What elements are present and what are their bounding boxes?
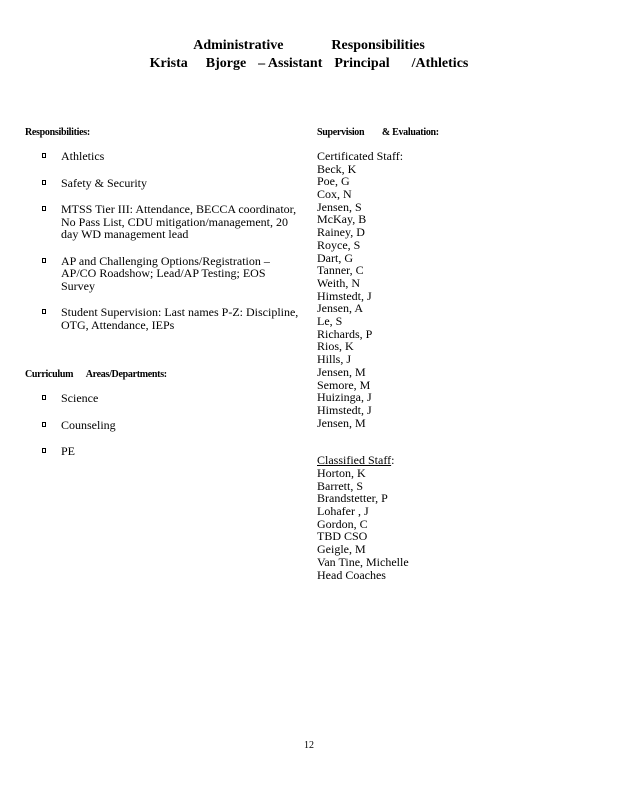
list-item: Le, S bbox=[317, 314, 343, 329]
certificated-staff-list bbox=[317, 163, 607, 430]
list-item-text: MTSS Tier III: Attendance, BECCA coordinator, No Pass List, CDU mitigation/management, 20 day WD management lead bbox=[61, 202, 297, 241]
list-item-text: PE bbox=[61, 444, 76, 458]
left-column bbox=[25, 127, 300, 472]
list-item: Hills, J bbox=[317, 352, 352, 367]
title-word-assistant: – Assistant bbox=[258, 56, 323, 71]
title-word-principal: Principal bbox=[334, 56, 390, 71]
list-item: Van Tine, Michelle bbox=[317, 554, 409, 569]
bullet-box-icon bbox=[42, 395, 46, 400]
list-item: Huizinga, J bbox=[317, 390, 372, 405]
list-item-text: Athletics bbox=[61, 149, 105, 163]
list-item: Tanner, C bbox=[317, 263, 364, 278]
list-item: Lohafer , J bbox=[317, 504, 369, 519]
list-item bbox=[25, 445, 300, 458]
list-item: McKay, B bbox=[317, 212, 367, 227]
list-item: Poe, G bbox=[317, 174, 350, 189]
page-number: 12 bbox=[304, 740, 314, 751]
bullet-box-icon bbox=[42, 422, 46, 427]
bullet-box-icon bbox=[42, 180, 46, 185]
list-item: Brandstetter, P bbox=[317, 491, 388, 506]
list-item: Jensen, S bbox=[317, 199, 362, 214]
supervision-heading: Supervision & Evaluation: bbox=[317, 127, 439, 138]
document-title-line-1 bbox=[0, 38, 618, 54]
list-item: Jensen, M bbox=[317, 415, 366, 430]
right-column bbox=[317, 127, 607, 581]
list-item bbox=[25, 203, 300, 241]
responsibilities-heading: Responsibilities: bbox=[25, 127, 90, 138]
list-item-text: Safety & Security bbox=[61, 175, 147, 190]
title-word-responsibilities: Responsibilities bbox=[331, 38, 425, 53]
list-item: Cox, N bbox=[317, 187, 352, 201]
bullet-box-icon bbox=[42, 309, 46, 314]
bullet-box-icon bbox=[42, 448, 46, 453]
list-item: Himstedt, J bbox=[317, 288, 372, 303]
title-word-first-name: Krista bbox=[149, 56, 188, 71]
classified-staff-label-text: Classified Staff bbox=[317, 453, 392, 468]
list-item: Barrett, S bbox=[317, 478, 363, 493]
responsibilities-list bbox=[25, 150, 300, 331]
curriculum-heading: Curriculum Areas/Departments: bbox=[25, 369, 167, 380]
list-item: Royce, S bbox=[317, 237, 361, 252]
bullet-box-icon bbox=[42, 153, 46, 158]
document-title-line-2 bbox=[0, 56, 618, 72]
bullet-box-icon bbox=[42, 258, 46, 263]
list-item: Semore, M bbox=[317, 377, 371, 392]
list-item bbox=[25, 150, 300, 163]
list-item bbox=[25, 306, 300, 331]
list-item-text: Counseling bbox=[61, 417, 116, 432]
list-item bbox=[25, 177, 300, 190]
list-item: TBD CSO bbox=[317, 529, 368, 544]
list-item bbox=[25, 255, 300, 293]
list-item: Gordon, C bbox=[317, 516, 368, 531]
list-item: Himstedt, J bbox=[317, 402, 372, 417]
title-word-athletics: /Athletics bbox=[411, 56, 469, 71]
list-item bbox=[25, 392, 300, 405]
list-item: Rios, K bbox=[317, 339, 354, 354]
certificated-staff-label: Certificated Staff: bbox=[317, 149, 404, 163]
list-item: Jensen, A bbox=[317, 301, 363, 316]
list-item: Head Coaches bbox=[317, 567, 386, 582]
list-item-text: AP and Challenging Options/Registration – AP/CO Roadshow; Lead/AP Testing; EOS Survey bbox=[61, 253, 270, 293]
curriculum-list bbox=[25, 392, 300, 458]
list-item: Weith, N bbox=[317, 275, 361, 290]
list-item: Horton, K bbox=[317, 465, 366, 480]
list-item: Dart, G bbox=[317, 250, 353, 265]
classified-staff-label-colon: : bbox=[391, 453, 395, 468]
title-word-last-name: Bjorge bbox=[205, 56, 247, 71]
list-item-text: Science bbox=[61, 391, 99, 405]
list-item: Rainey, D bbox=[317, 225, 365, 240]
title-word-administrative: Administrative bbox=[193, 38, 284, 53]
list-item bbox=[25, 419, 300, 432]
list-item: Beck, K bbox=[317, 161, 357, 176]
list-item: Geigle, M bbox=[317, 542, 366, 557]
list-item-text: Student Supervision: Last names P-Z: Discipline, OTG, Attendance, IEPs bbox=[61, 305, 299, 332]
list-item: Jensen, M bbox=[317, 364, 366, 379]
classified-staff-list bbox=[317, 467, 607, 581]
list-item: Richards, P bbox=[317, 326, 373, 341]
bullet-box-icon bbox=[42, 206, 46, 211]
